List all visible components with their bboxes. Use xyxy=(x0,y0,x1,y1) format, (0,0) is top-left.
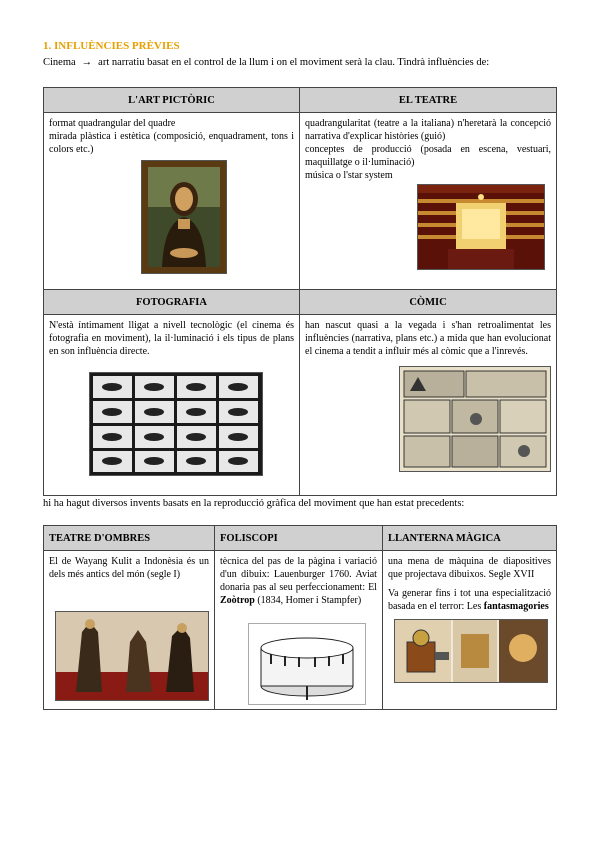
art-line: mirada plàstica i estètica (composició, enquadrament, tons i colors etc.) xyxy=(49,131,294,155)
header-ombres: TEATRE D'OMBRES xyxy=(44,526,215,551)
cell-llanterna xyxy=(382,551,556,710)
magic-lantern-image xyxy=(394,619,548,683)
foliscopi-text: tècnica del pas de la pàgina i variació d'un dibuix: Lauenburger 1760. Aviat donaria pas al seu perfeccionament: El Zoòtrop (1834, Homer i Stampfer) xyxy=(220,556,377,606)
precedents-table xyxy=(43,525,557,710)
header-llanterna: LLANTERNA MÀGICA xyxy=(382,526,556,551)
art-line: format quadrangular del quadre xyxy=(49,118,176,129)
header-foliscopi: FOLISCOPI xyxy=(215,526,383,551)
cell-ombres xyxy=(44,551,215,710)
header-foto: FOTOGRAFIA xyxy=(44,290,300,315)
fantasmagories-label: fantasmagories xyxy=(483,601,549,612)
cell-foliscopi xyxy=(215,551,383,710)
llanterna-p2: Va generar fins i tot una especialització basada en el terror: Les fantasmagories xyxy=(387,588,551,612)
theatre-interior-image xyxy=(417,184,545,270)
cell-teatre xyxy=(300,113,557,290)
foto-text: N'està íntimament lligat a nivell tecnològic (el cinema és fotografia en moviment), la il·luminació i els tipus de plans en son influència directe. xyxy=(49,320,294,357)
cell-art xyxy=(44,113,300,290)
zoetrope-image xyxy=(248,623,366,705)
intro-line xyxy=(43,57,563,68)
mona-lisa-image xyxy=(141,160,227,274)
intro-text: art narratiu basat en el control de la llum i on el moviment serà la clau. Tindrà influències de: xyxy=(98,57,490,68)
intro-prefix: Cinema xyxy=(43,57,76,68)
ombres-text: El de Wayang Kulit a Indonèsia és un dels més antics del món (segle I) xyxy=(49,556,209,580)
cell-comic xyxy=(300,315,557,496)
arrow-right-icon: → xyxy=(81,57,93,68)
llanterna-p1: una mena de màquina de diapositives que projectava dibuixos. Segle XVII xyxy=(387,556,551,580)
header-comic: CÒMIC xyxy=(300,290,557,315)
comic-text: han nascut quasi a la vegada i s'han retroalimentat les influències (narrativa, plans etc.) a mida que han evolucionat el cinema a tendit a influir més al còmic que a l'inrevés. xyxy=(305,320,551,357)
shadow-puppets-image xyxy=(55,611,209,701)
influences-table xyxy=(43,87,557,496)
header-art: L'ART PICTÒRIC xyxy=(44,88,300,113)
precedents-text: hi ha hagut diversos invents basats en la reproducció gràfica del moviment que han estat precedents: xyxy=(43,498,465,509)
comic-page-image xyxy=(399,366,551,472)
header-teatre: EL TEATRE xyxy=(300,88,557,113)
cell-foto xyxy=(44,315,300,496)
horse-sequence-image xyxy=(89,372,263,476)
teatre-line: quadrangularitat (teatre a la italiana) n'heretarà la concepció narrativa d'explicar històries (guió) xyxy=(305,118,551,142)
teatre-line: música o l'star system xyxy=(305,170,393,181)
zootrop-label: Zoòtrop xyxy=(220,595,255,606)
section-heading: 1. INFLUÈNCIES PRÈVIES xyxy=(43,40,180,52)
teatre-line: conceptes de producció (posada en escena, vestuari, maquillatge o il·luminació) xyxy=(305,144,551,168)
